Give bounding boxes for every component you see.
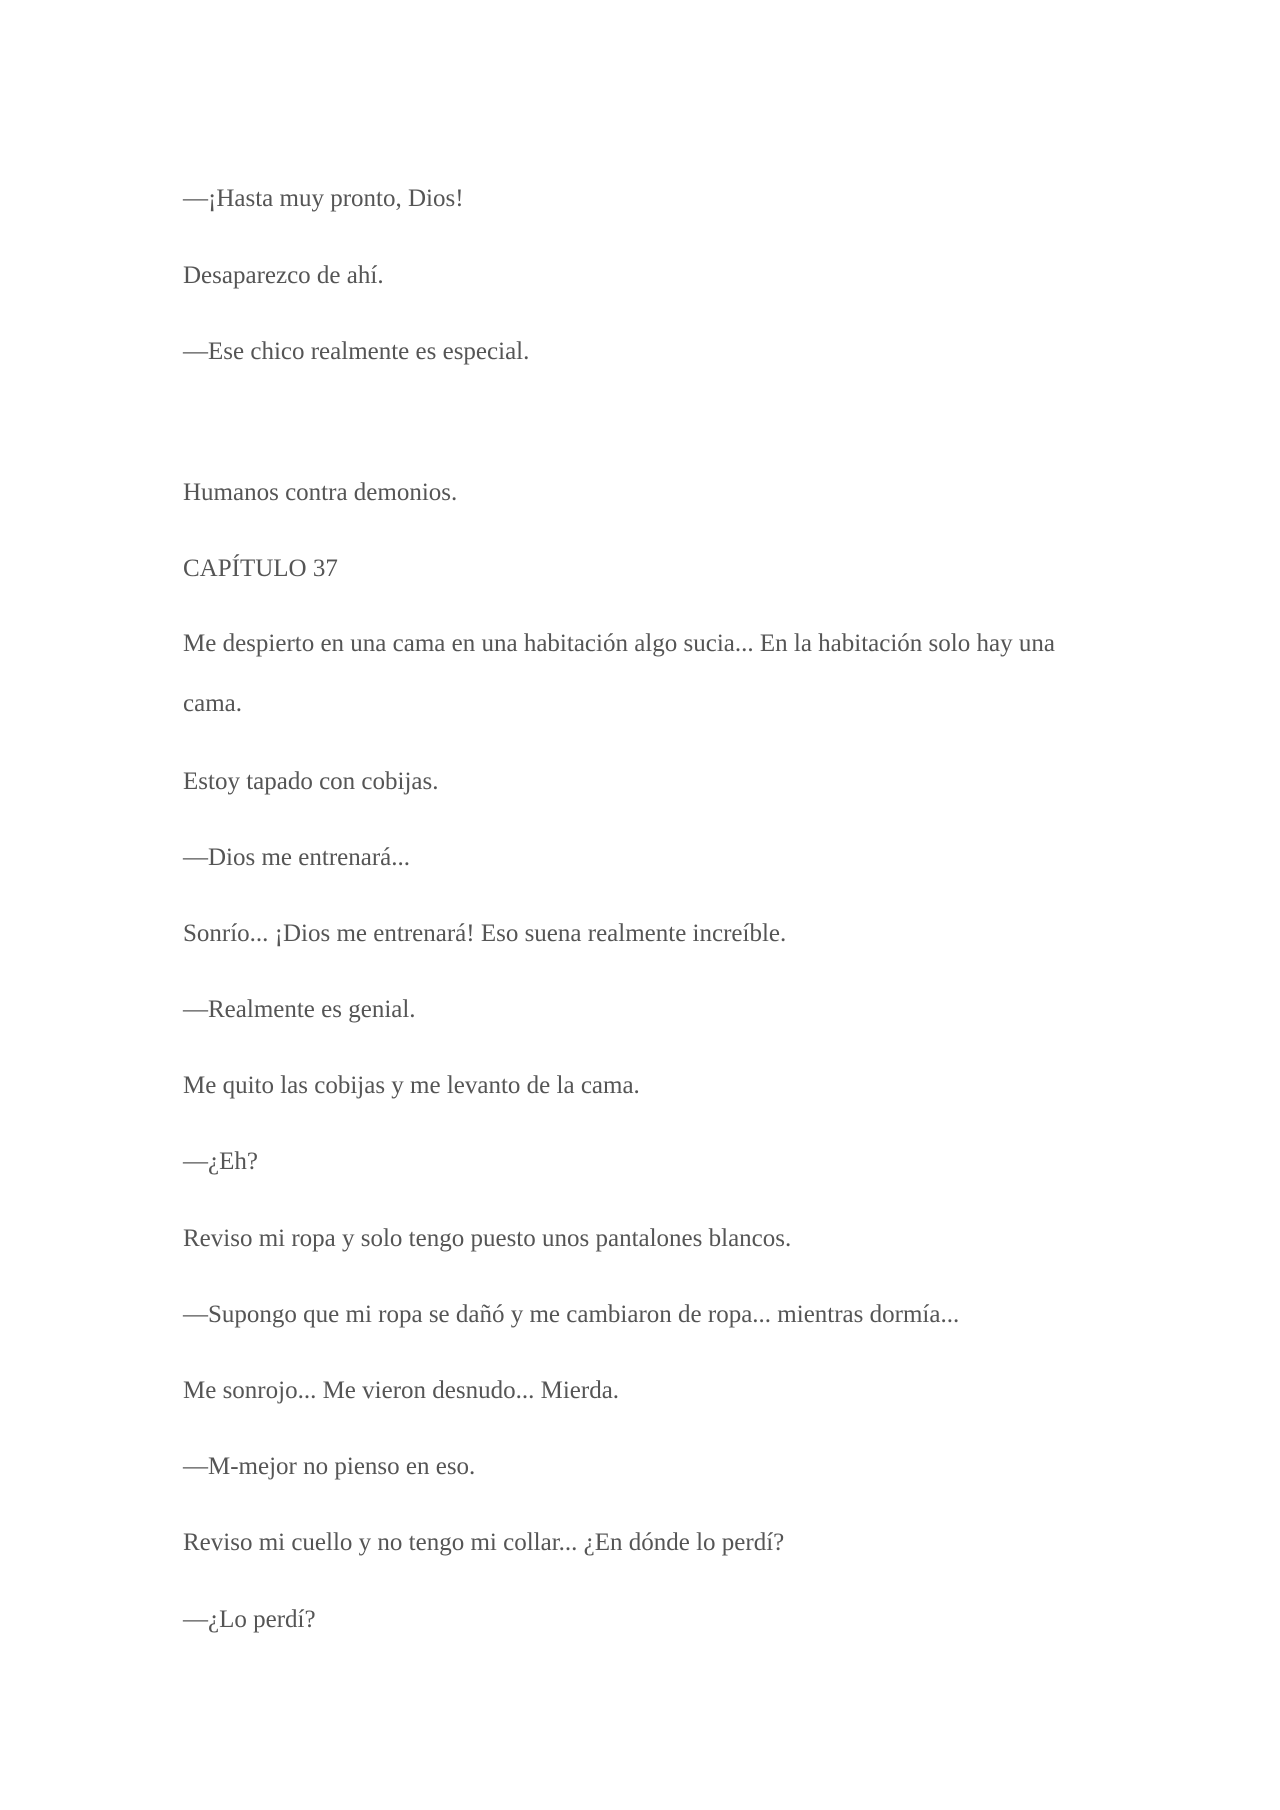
paragraph: Sonrío... ¡Dios me entrenará! Eso suena realmente increíble. (183, 920, 787, 947)
paragraph: Reviso mi ropa y solo tengo puesto unos pantalones blancos. (183, 1225, 792, 1252)
paragraph: —Ese chico realmente es especial. (183, 338, 530, 365)
paragraph: Estoy tapado con cobijas. (183, 768, 439, 795)
paragraph: —¡Hasta muy pronto, Dios! (183, 185, 464, 212)
paragraph: —¿Eh? (183, 1148, 258, 1175)
paragraph: —Realmente es genial. (183, 996, 416, 1023)
paragraph: Reviso mi cuello y no tengo mi collar... ¿En dónde lo perdí? (183, 1529, 785, 1556)
paragraph: Me sonrojo... Me vieron desnudo... Mierda. (183, 1377, 620, 1404)
chapter-heading: CAPÍTULO 37 (183, 555, 338, 582)
paragraph: —M-mejor no pienso en eso. (183, 1453, 476, 1480)
paragraph: —Supongo que mi ropa se dañó y me cambiaron de ropa... mientras dormía... (183, 1301, 960, 1328)
paragraph: —¿Lo perdí? (183, 1606, 316, 1633)
paragraph: Me despierto en una cama en una habitación algo sucia... En la habitación solo hay una cama. (183, 630, 1055, 717)
paragraph: —Dios me entrenará... (183, 844, 411, 871)
paragraph: Me quito las cobijas y me levanto de la cama. (183, 1072, 640, 1099)
paragraph: Desaparezco de ahí. (183, 262, 384, 289)
paragraph: Humanos contra demonios. (183, 479, 458, 506)
